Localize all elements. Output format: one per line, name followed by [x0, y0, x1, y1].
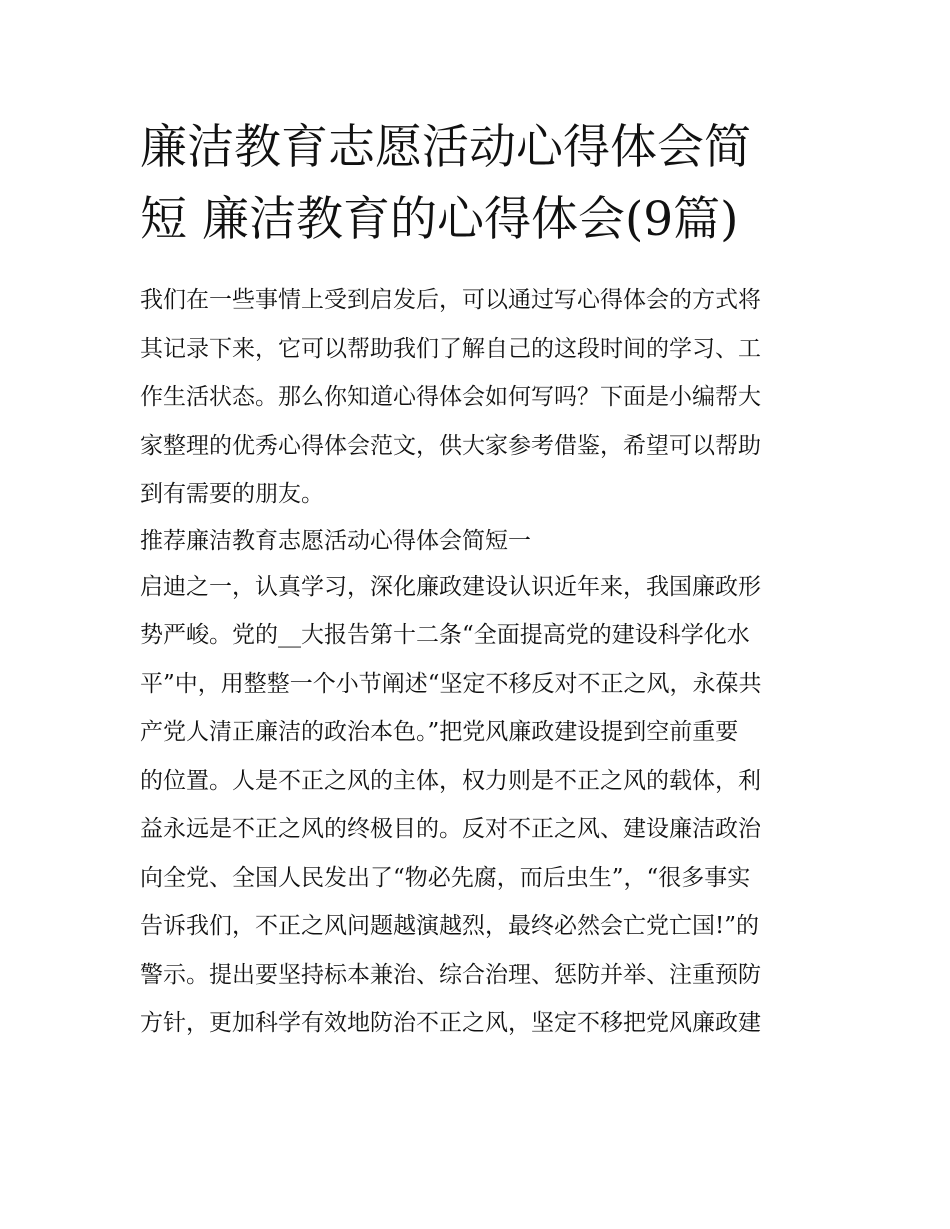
intro-paragraph	[140, 276, 820, 519]
text-line: 向全党、全国人民发出了“物必先腐，而后虫生”，“很多事实	[140, 864, 751, 891]
text-line: 告诉我们，不正之风问题越演越烈，最终必然会亡党亡国!”的	[140, 913, 760, 939]
text-line: 益永远是不正之风的终极目的。反对不正之风、建设廉洁政治	[140, 816, 761, 842]
text-line: 的位置。人是不正之风的主体，权力则是不正之风的载体，利	[140, 767, 761, 794]
body-paragraph	[140, 563, 820, 1048]
title-line: 短 廉洁教育的心得体会(9篇)	[140, 192, 739, 247]
text-line: 方针，更加科学有效地防治不正之风，坚定不移把党风廉政建	[140, 1010, 761, 1036]
text-line: 平”中，用整整一个小节阐述“坚定不移反对不正之风，永葆共	[140, 670, 762, 697]
text-line: 家整理的优秀心得体会范文，供大家参考借鉴，希望可以帮助	[140, 432, 761, 459]
text-line: 其记录下来，它可以帮助我们了解自己的这段时间的学习、工	[140, 335, 761, 362]
section-heading: 推荐廉洁教育志愿活动心得体会简短一	[140, 527, 531, 554]
document-title	[140, 112, 820, 256]
text-line: 我们在一些事情上受到启发后，可以通过写心得体会的方式将	[140, 287, 761, 313]
text-line: 作生活状态。那么你知道心得体会如何写吗？下面是小编帮大	[140, 384, 761, 410]
text-line: 产党人清正廉洁的政治本色。”把党风廉政建设提到空前重要	[140, 719, 739, 745]
document-body	[140, 276, 820, 1048]
text-line: 势严峻。党的__大报告第十二条“全面提高党的建设科学化水	[140, 622, 750, 648]
text-line: 到有需要的朋友。	[140, 481, 324, 507]
title-line: 廉洁教育志愿活动心得体会简	[140, 120, 751, 175]
text-line: 警示。提出要坚持标本兼治、综合治理、惩防并举、注重预防	[140, 961, 761, 988]
text-line: 启迪之一，认真学习，深化廉政建设认识近年来，我国廉政形	[140, 573, 761, 600]
